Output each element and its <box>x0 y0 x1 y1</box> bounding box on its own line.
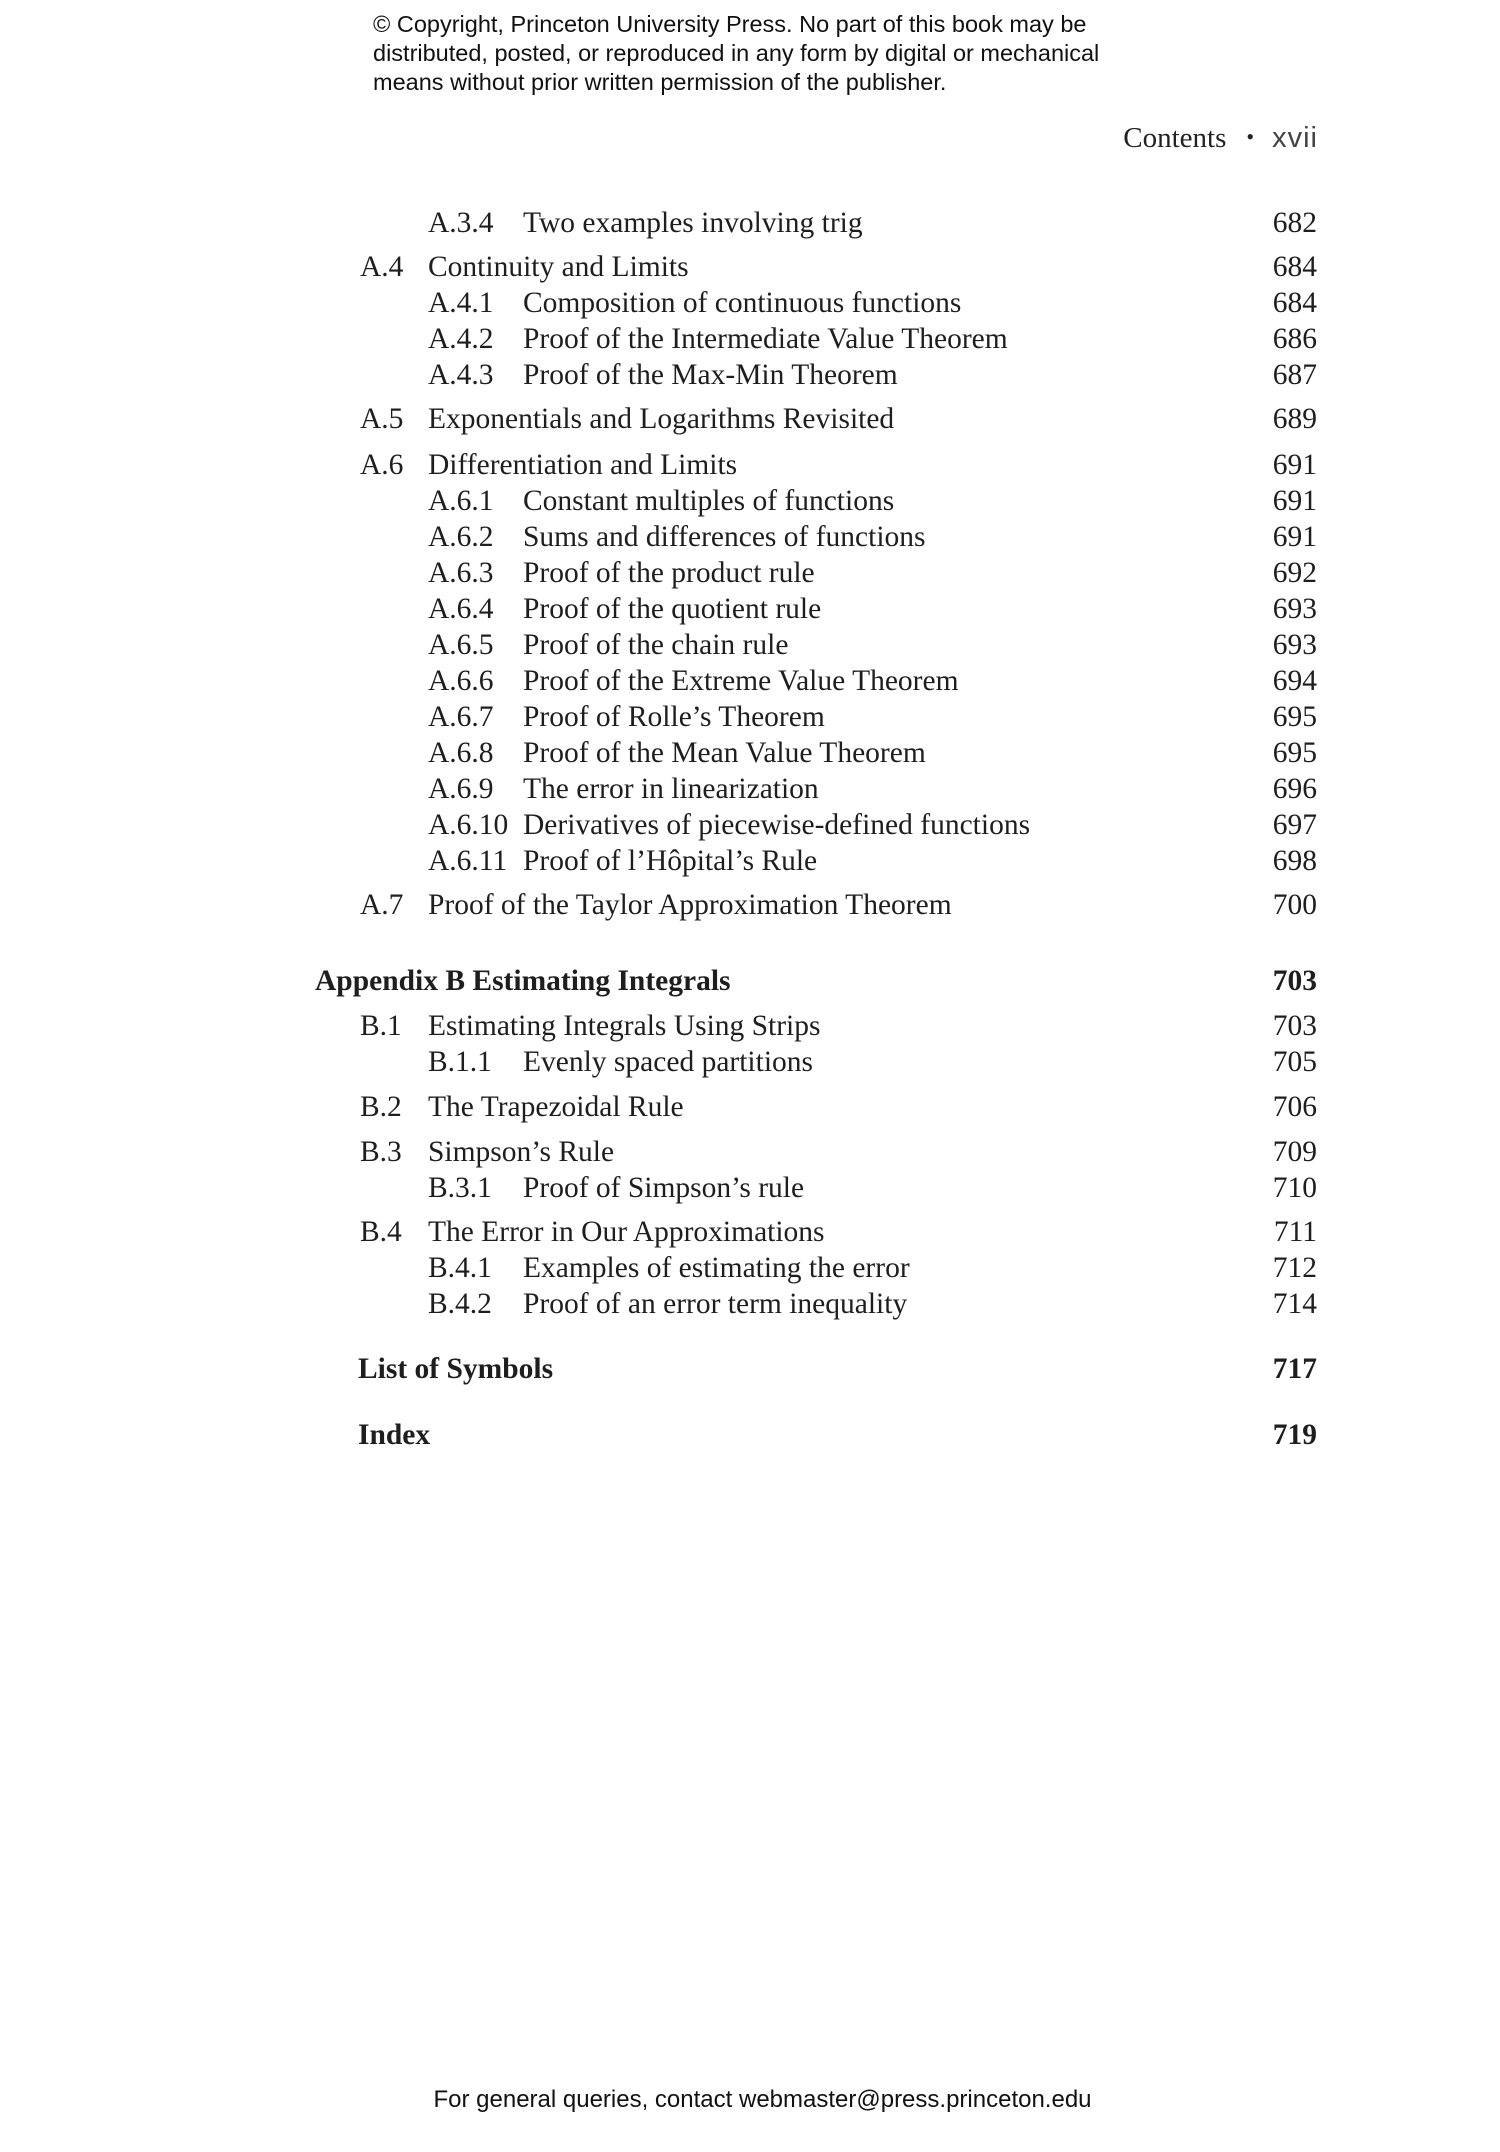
toc-entry[interactable] <box>0 737 1500 773</box>
toc-entry-number: B.1 <box>360 1010 402 1042</box>
toc-entry-page-number: 694 <box>1272 665 1317 697</box>
toc-entry-title: Proof of the chain rule <box>523 629 789 661</box>
toc-entry-title: The Error in Our Approximations <box>428 1216 825 1248</box>
toc-entry[interactable] <box>0 251 1500 287</box>
toc-entry-title: The error in linearization <box>523 773 819 805</box>
toc-entry-number: A.3.4 <box>428 207 494 239</box>
toc-entry-number: A.6.7 <box>428 701 494 733</box>
toc-entry-number: A.6.4 <box>428 593 494 625</box>
toc-entry-title: Constant multiples of functions <box>523 485 895 517</box>
toc-entry-title: Sums and differences of functions <box>523 521 926 553</box>
toc-entry-title: Proof of the quotient rule <box>523 593 822 625</box>
toc-entry[interactable] <box>0 287 1500 323</box>
toc-entry[interactable] <box>0 1252 1500 1288</box>
toc-entry-title: Appendix B Estimating Integrals <box>315 965 731 997</box>
toc-entry-number: A.6.8 <box>428 737 494 769</box>
toc-entry-title: Exponentials and Logarithms Revisited <box>428 403 895 435</box>
toc-entry-number: A.4.1 <box>428 287 494 319</box>
toc-entry[interactable] <box>0 403 1500 439</box>
toc-entry-number: A.6.10 <box>428 809 509 841</box>
toc-entry-page-number: 711 <box>1273 1216 1317 1248</box>
toc-entry-title: Proof of the Taylor Approximation Theorem <box>428 889 952 921</box>
running-head <box>1123 122 1318 155</box>
toc-entry-number: B.4 <box>360 1216 402 1248</box>
toc-entry-number: A.4.3 <box>428 359 494 391</box>
toc-entry-title: Evenly spaced partitions <box>523 1046 814 1078</box>
toc-entry-title: Proof of Rolle’s Theorem <box>523 701 825 733</box>
toc-entry-title: Proof of l’Hôpital’s Rule <box>523 845 818 877</box>
toc-entry-page-number: 714 <box>1272 1288 1317 1320</box>
toc-entry[interactable] <box>0 809 1500 845</box>
running-head-section: Contents <box>1123 122 1227 154</box>
toc-entry-page-number: 697 <box>1272 809 1317 841</box>
copyright-notice <box>373 10 1193 97</box>
toc-entry-page-number: 698 <box>1272 845 1317 877</box>
toc-entry-title: Proof of an error term inequality <box>523 1288 908 1320</box>
toc-entry-page-number: 696 <box>1272 773 1317 805</box>
toc-entry-title: Proof of the Mean Value Theorem <box>523 737 926 769</box>
toc-entry-number: A.5 <box>360 403 404 435</box>
toc-entry-page-number: 684 <box>1272 287 1317 319</box>
toc-chapter-entry[interactable] <box>0 965 1500 1001</box>
copyright-line-2: distributed, posted, or reproduced in any form by digital or mechanical <box>373 40 1100 66</box>
toc-entry-number: A.4 <box>360 251 404 283</box>
toc-entry-page-number: 689 <box>1272 403 1317 435</box>
toc-entry[interactable] <box>0 701 1500 737</box>
toc-entry-number: A.6.2 <box>428 521 494 553</box>
toc-entry[interactable] <box>0 889 1500 925</box>
toc-entry-page-number: 719 <box>1272 1419 1317 1451</box>
toc-entry-page-number: 691 <box>1272 521 1317 553</box>
toc-entry-page-number: 695 <box>1272 701 1317 733</box>
toc-entry-title: Proof of Simpson’s rule <box>523 1172 805 1204</box>
toc-entry-number: A.6.5 <box>428 629 494 661</box>
toc-entry-title: The Trapezoidal Rule <box>428 1091 684 1123</box>
toc-entry-page-number: 705 <box>1272 1046 1317 1078</box>
toc-entry-number: A.7 <box>360 889 404 921</box>
toc-entry[interactable] <box>0 1046 1500 1082</box>
toc-entry-page-number: 692 <box>1272 557 1317 589</box>
toc-entry[interactable] <box>0 593 1500 629</box>
toc-entry-number: B.2 <box>360 1091 402 1123</box>
toc-entry-page-number: 693 <box>1272 629 1317 661</box>
toc-entry-title: Proof of the Max-Min Theorem <box>523 359 898 391</box>
toc-entry-number: B.4.1 <box>428 1252 492 1284</box>
toc-entry-title: Composition of continuous functions <box>523 287 962 319</box>
toc-entry-page-number: 703 <box>1272 965 1317 997</box>
toc-entry-title: Two examples involving trig <box>523 207 863 239</box>
toc-entry-title: List of Symbols <box>358 1353 554 1385</box>
toc-entry-title: Index <box>358 1419 431 1451</box>
toc-entry-page-number: 700 <box>1272 889 1317 921</box>
toc-entry[interactable] <box>0 1091 1500 1127</box>
toc-entry-number: A.6.9 <box>428 773 494 805</box>
toc-entry-title: Estimating Integrals Using Strips <box>428 1010 821 1042</box>
toc-entry-title: Proof of the Intermediate Value Theorem <box>523 323 1008 355</box>
toc-entry-number: B.3.1 <box>428 1172 492 1204</box>
bullet-icon: • <box>1246 124 1255 149</box>
toc-entry[interactable] <box>0 557 1500 593</box>
toc-entry-number: B.1.1 <box>428 1046 492 1078</box>
toc-entry-page-number: 691 <box>1272 485 1317 517</box>
toc-entry[interactable] <box>0 207 1500 243</box>
toc-entry-title: Examples of estimating the error <box>523 1252 910 1284</box>
toc-entry[interactable] <box>0 485 1500 521</box>
toc-entry[interactable] <box>0 1288 1500 1324</box>
toc-entry-page-number: 687 <box>1272 359 1317 391</box>
toc-entry[interactable] <box>0 1172 1500 1208</box>
toc-entry-page-number: 712 <box>1272 1252 1317 1284</box>
toc-entry-page-number: 709 <box>1272 1136 1317 1168</box>
toc-entry-number: A.6.3 <box>428 557 494 589</box>
copyright-line-1: © Copyright, Princeton University Press. No part of this book may be <box>373 11 1087 37</box>
toc-entry-number: A.6.6 <box>428 665 494 697</box>
toc-entry-page-number: 703 <box>1272 1010 1317 1042</box>
toc-entry-title: Proof of the Extreme Value Theorem <box>523 665 959 697</box>
toc-entry-title: Derivatives of piecewise-defined functions <box>523 809 1031 841</box>
toc-entry[interactable] <box>0 845 1500 881</box>
toc-entry[interactable] <box>0 449 1500 485</box>
copyright-line-3: means without prior written permission of the publisher. <box>373 69 947 95</box>
toc-entry[interactable] <box>0 629 1500 665</box>
toc-entry-title: Continuity and Limits <box>428 251 689 283</box>
toc-entry[interactable] <box>0 1136 1500 1172</box>
toc-entry-page-number: 682 <box>1272 207 1317 239</box>
toc-entry[interactable] <box>0 773 1500 809</box>
toc-entry[interactable] <box>0 665 1500 701</box>
toc-entry-title: Proof of the product rule <box>523 557 815 589</box>
toc-entry-page-number: 710 <box>1272 1172 1317 1204</box>
toc-backmatter-entry[interactable] <box>0 1419 1500 1455</box>
toc-entry[interactable] <box>0 323 1500 359</box>
toc-entry-page-number: 684 <box>1272 251 1317 283</box>
toc-entry-page-number: 693 <box>1272 593 1317 625</box>
toc-entry-number: B.4.2 <box>428 1288 492 1320</box>
toc-entry-page-number: 686 <box>1272 323 1317 355</box>
toc-entry[interactable] <box>0 359 1500 395</box>
toc-entry-number: A.4.2 <box>428 323 494 355</box>
toc-entry-number: A.6 <box>360 449 404 481</box>
footer-contact: For general queries, contact webmaster@press.princeton.edu <box>433 2086 1092 2113</box>
toc-entry-number: B.3 <box>360 1136 402 1168</box>
toc-entry[interactable] <box>0 521 1500 557</box>
toc-backmatter-entry[interactable] <box>0 1353 1500 1389</box>
toc-entry[interactable] <box>0 1010 1500 1046</box>
toc-entry-title: Differentiation and Limits <box>428 449 738 481</box>
page-folio: xvii <box>1272 122 1318 154</box>
toc-entry-title: Simpson’s Rule <box>428 1136 615 1168</box>
toc-entry-number: A.6.11 <box>428 845 508 877</box>
toc-entry-page-number: 695 <box>1272 737 1317 769</box>
toc-entry-page-number: 706 <box>1272 1091 1317 1123</box>
toc-entry-page-number: 691 <box>1272 449 1317 481</box>
toc-entry-page-number: 717 <box>1272 1353 1317 1385</box>
toc-entry-number: A.6.1 <box>428 485 494 517</box>
toc-entry[interactable] <box>0 1216 1500 1252</box>
